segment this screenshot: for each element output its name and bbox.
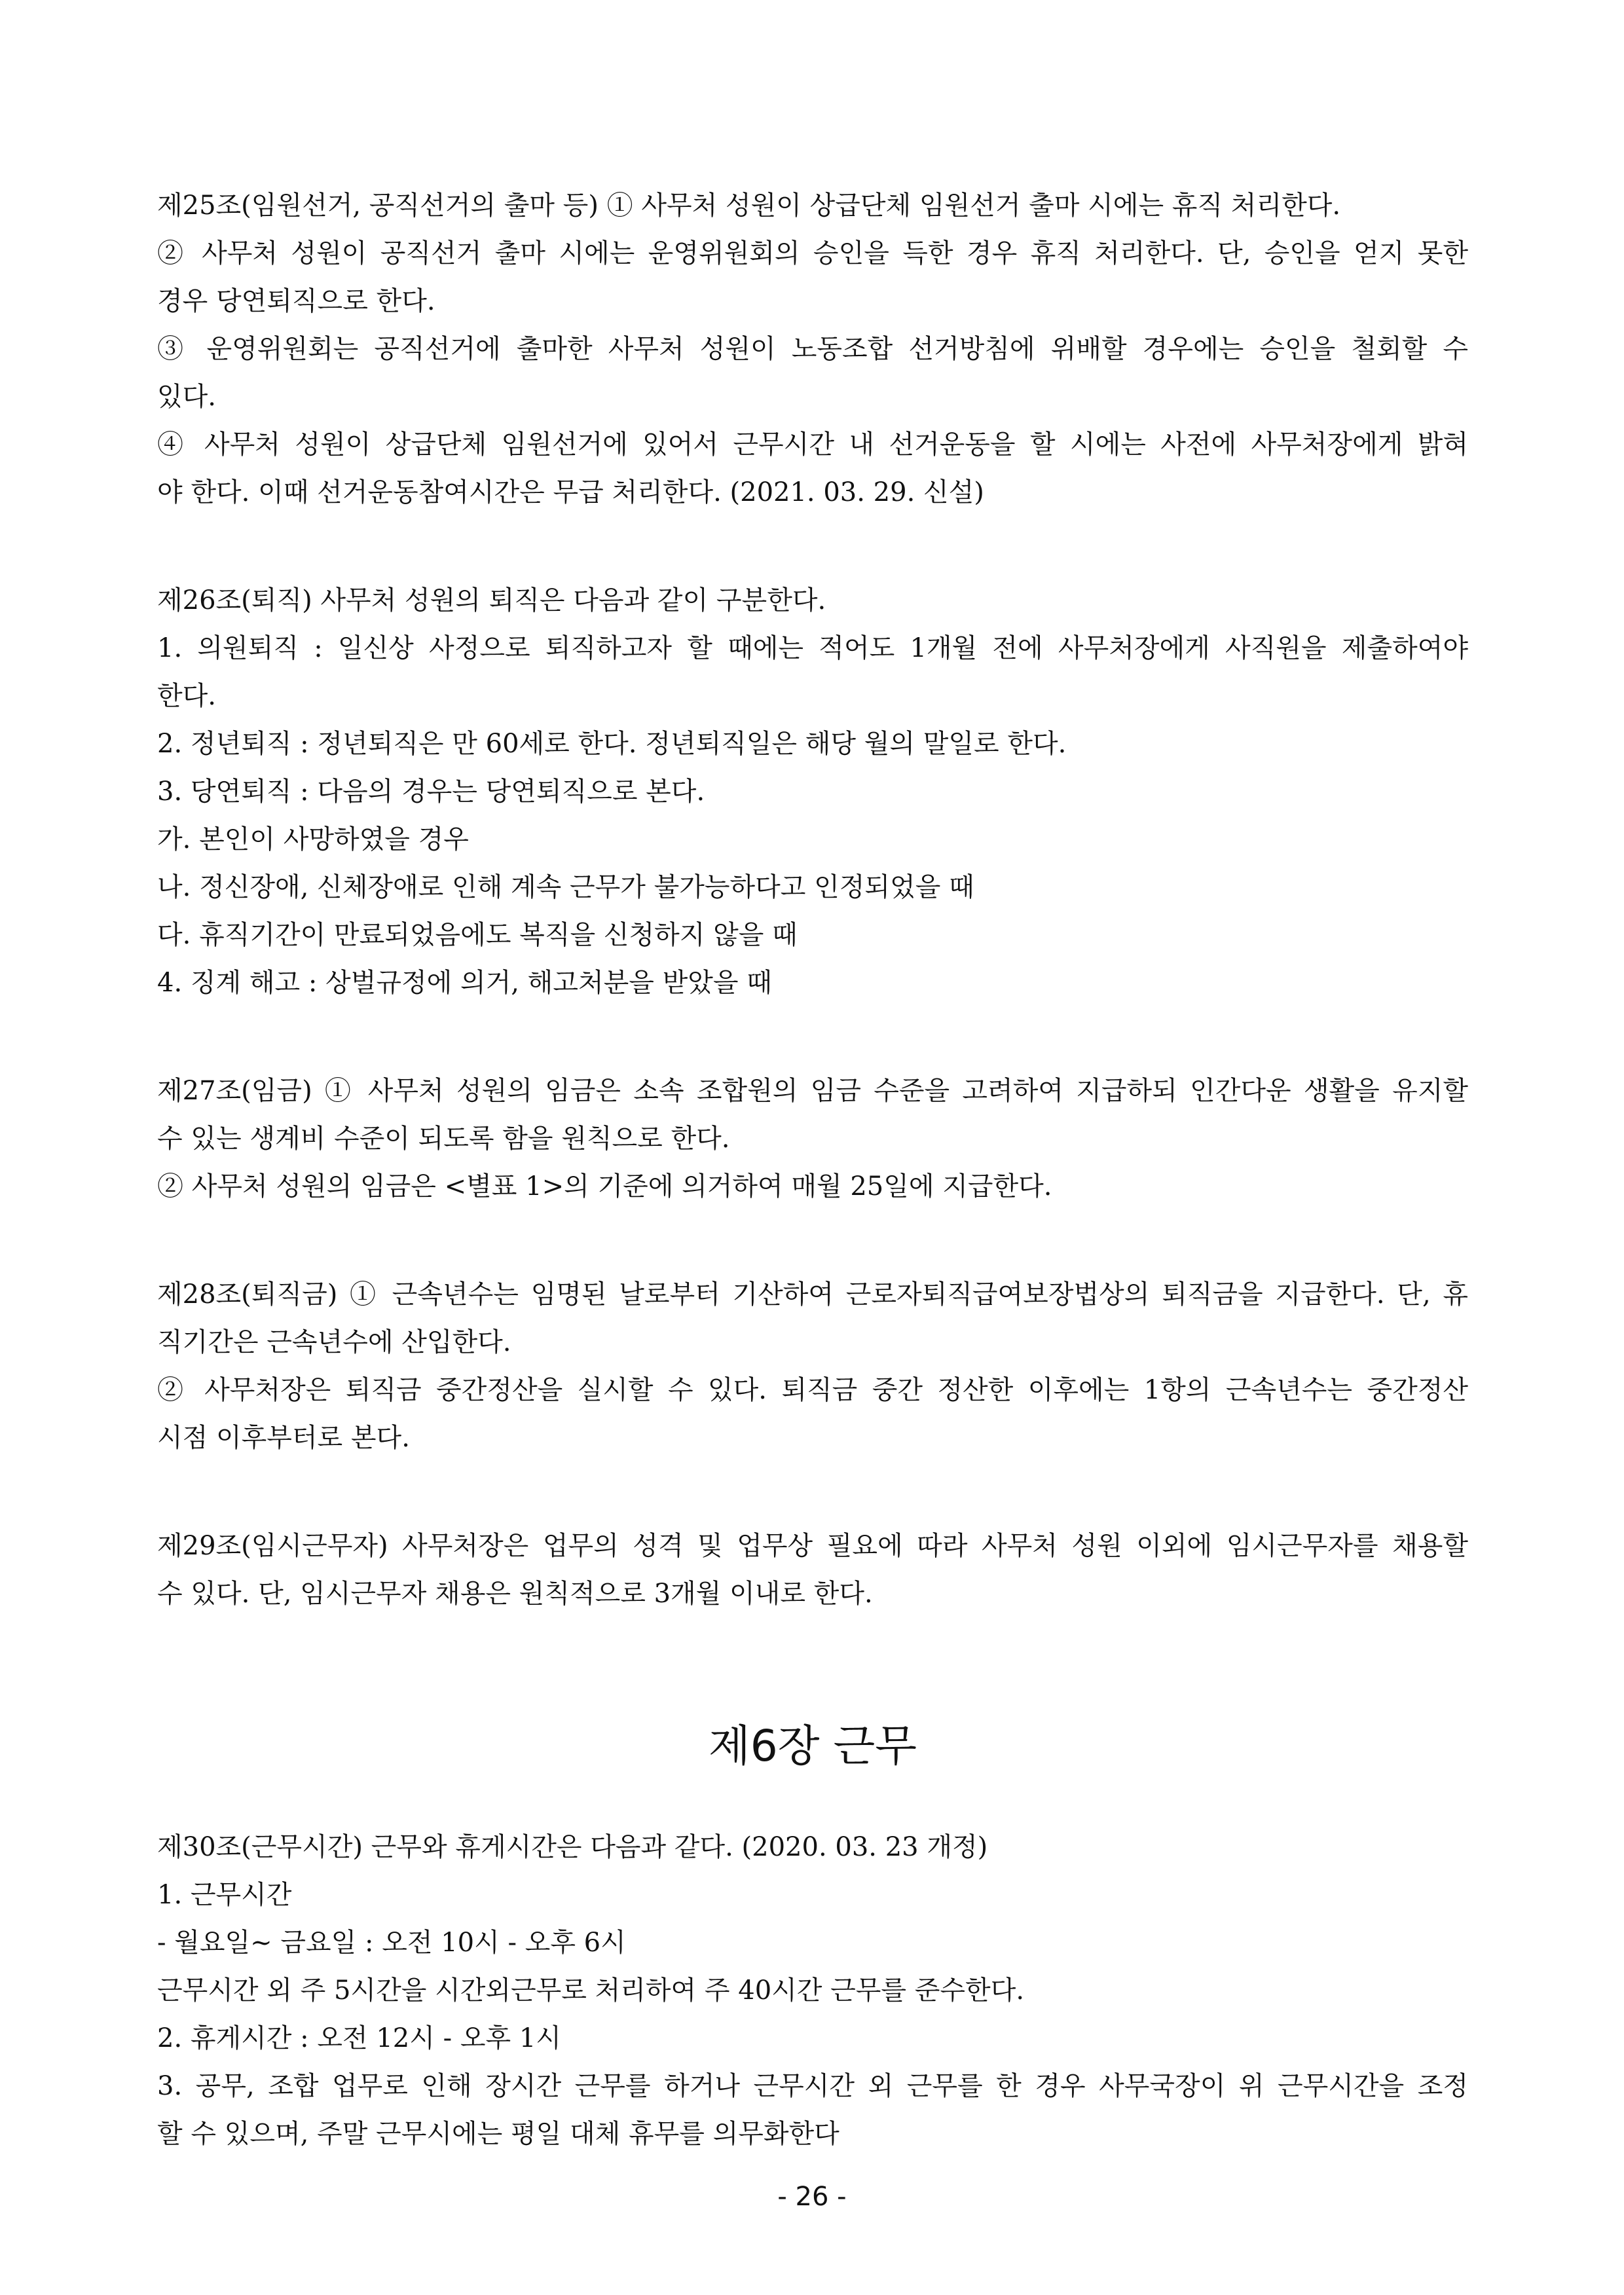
article-line: 4. 징계 해고 : 상벌규정에 의거, 해고처분을 받았을 때 [157,968,772,998]
article-line: 시점 이후부터로 본다. [157,1423,410,1453]
article-art27 [157,1067,1468,1211]
article-art28 [157,1271,1468,1462]
article-line: ② 사무처장은 퇴직금 중간정산을 실시할 수 있다. 퇴직금 중간 정산한 이후에는 1항의 근속년수는 중간정산 [157,1375,1468,1405]
article-art30 [157,1824,1468,2158]
article-line: ② 사무처 성원이 공직선거 출마 시에는 운영위원회의 승인을 득한 경우 휴직 처리한다. 단, 승인을 얻지 못한 [157,238,1468,268]
article-line: 경우 당연퇴직으로 한다. [157,286,435,316]
article-line: 3. 공무, 조합 업무로 인해 장시간 근무를 하거나 근무시간 외 근무를 한 경우 사무국장이 위 근무시간을 조정 [157,2071,1468,2101]
article-art29 [157,1522,1468,1618]
article-line: 한다. [157,681,216,711]
article-line: 수 있다. 단, 임시근무자 채용은 원칙적으로 3개월 이내로 한다. [157,1579,873,1609]
page-body [157,182,1468,2158]
chapter-title: 제6장 근무 [709,1721,917,1771]
article-line: 제30조(근무시간) 근무와 휴게시간은 다음과 같다. (2020. 03. 23 개정) [157,1832,988,1862]
page-number: - 26 - [777,2182,847,2212]
article-line: 있다. [157,382,216,412]
article-line: 1. 근무시간 [157,1880,292,1910]
article-line: 제29조(임시근무자) 사무처장은 업무의 성격 및 업무상 필요에 따라 사무처 성원 이외에 임시근무자를 채용할 [157,1531,1468,1561]
article-line: 다. 휴직기간이 만료되었음에도 복직을 신청하지 않을 때 [157,920,798,950]
article-line: 수 있는 생계비 수준이 되도록 함을 원칙으로 한다. [157,1124,730,1154]
article-art25 [157,182,1468,517]
article-line: 할 수 있으며, 주말 근무시에는 평일 대체 휴무를 의무화한다 [157,2119,840,2149]
article-line: 가. 본인이 사망하였을 경우 [157,824,469,854]
articles-before-chapter [157,182,1468,1618]
article-line: 직기간은 근속년수에 산입한다. [157,1327,511,1357]
article-line: ③ 운영위원회는 공직선거에 출마한 사무처 성원이 노동조합 선거방침에 위배할 경우에는 승인을 철회할 수 [157,334,1468,364]
article-line: 나. 정신장애, 신체장애로 인해 계속 근무가 불가능하다고 인정되었을 때 [157,872,974,902]
article-line: ② 사무처 성원의 임금은 <별표 1>의 기준에 의거하여 매월 25일에 지급한다. [157,1171,1052,1202]
article-line: 제28조(퇴직금) ① 근속년수는 임명된 날로부터 기산하여 근로자퇴직급여보장법상의 퇴직금을 지급한다. 단, 휴 [157,1279,1468,1310]
article-line: 3. 당연퇴직 : 다음의 경우는 당연퇴직으로 본다. [157,777,705,807]
article-line: 2. 정년퇴직 : 정년퇴직은 만 60세로 한다. 정년퇴직일은 해당 월의 말일로 한다. [157,729,1067,759]
articles-after-chapter [157,1824,1468,2158]
article-line: 제27조(임금) ① 사무처 성원의 임금은 소속 조합원의 임금 수준을 고려하여 지급하되 인간다운 생활을 유지할 [157,1076,1468,1106]
article-line: 1. 의원퇴직 : 일신상 사정으로 퇴직하고자 할 때에는 적어도 1개월 전에 사무처장에게 사직원을 제출하여야 [157,633,1468,663]
article-line: 야 한다. 이때 선거운동참여시간은 무급 처리한다. (2021. 03. 29. 신설) [157,477,984,507]
article-line: 제26조(퇴직) 사무처 성원의 퇴직은 다음과 같이 구분한다. [157,585,826,615]
article-line: 제25조(임원선거, 공직선거의 출마 등) ① 사무처 성원이 상급단체 임원선거 출마 시에는 휴직 처리한다. [157,191,1341,221]
article-line: - 월요일~ 금요일 : 오전 10시 - 오후 6시 [157,1928,626,1958]
article-line: ④ 사무처 성원이 상급단체 임원선거에 있어서 근무시간 내 선거운동을 할 시에는 사전에 사무처장에게 밝혀 [157,430,1468,460]
article-art26 [157,577,1468,1007]
article-line: 2. 휴게시간 : 오전 12시 - 오후 1시 [157,2023,561,2053]
article-line: 근무시간 외 주 5시간을 시간외근무로 처리하여 주 40시간 근무를 준수한다. [157,1975,1025,2006]
